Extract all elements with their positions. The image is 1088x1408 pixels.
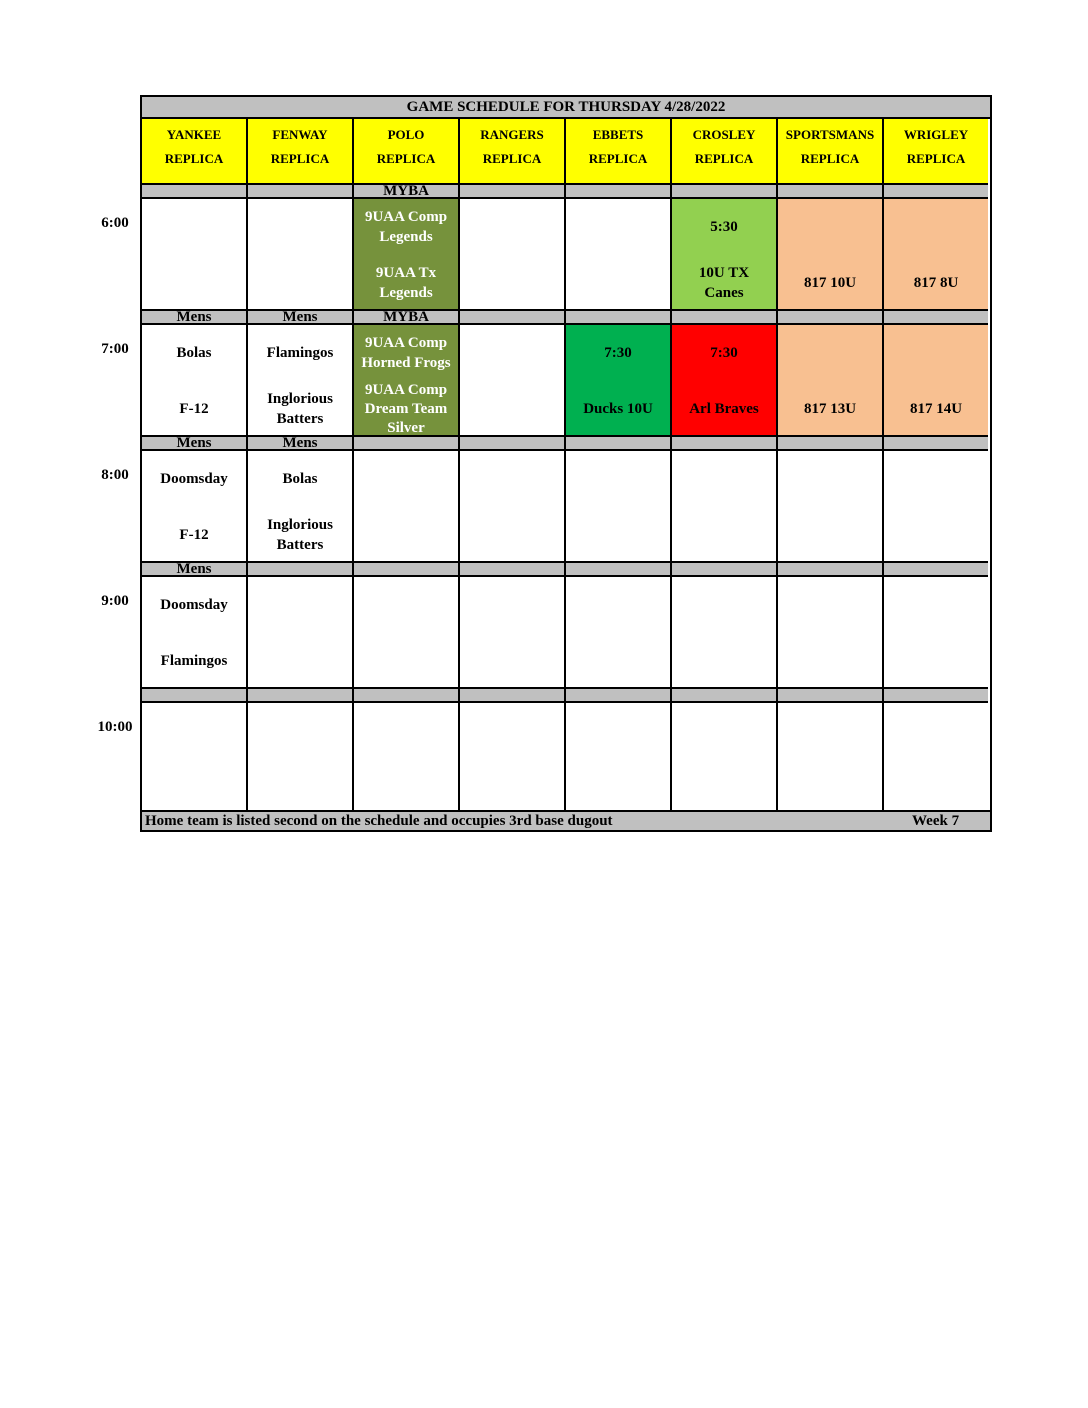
division-label — [778, 561, 884, 577]
home-team: 9UAA Tx Legends — [375, 265, 437, 301]
division-label — [142, 687, 248, 703]
home-team: 10U TX Canes — [698, 265, 750, 301]
game-cell — [142, 577, 248, 687]
field-header-polo — [354, 119, 460, 183]
home-team: 817 8U — [913, 275, 959, 291]
division-label — [248, 561, 354, 577]
home-team: 817 10U — [803, 275, 857, 291]
field-header-yankee — [142, 119, 248, 183]
away-team: 7:30 — [710, 345, 738, 361]
time-label: 10:00 — [97, 719, 133, 735]
division-label — [672, 435, 778, 451]
division-label — [566, 309, 672, 325]
field-name: FENWAY — [272, 127, 328, 142]
division-label — [778, 687, 884, 703]
division-label: Mens — [248, 309, 354, 325]
game-cell — [778, 577, 884, 687]
field-subtitle: REPLICA — [270, 151, 330, 166]
home-team: 817 13U — [803, 401, 857, 417]
away-team: Doomsday — [160, 597, 228, 613]
division-label — [142, 183, 248, 199]
field-subtitle: REPLICA — [482, 151, 542, 166]
game-cell — [354, 577, 460, 687]
division-label — [778, 435, 884, 451]
division-label — [566, 687, 672, 703]
game-cell — [884, 325, 988, 435]
division-label — [460, 435, 566, 451]
division-label — [248, 687, 354, 703]
away-team: Bolas — [282, 471, 318, 487]
game-cell — [566, 325, 672, 435]
division-label — [460, 561, 566, 577]
division-label — [672, 309, 778, 325]
field-subtitle: REPLICA — [164, 151, 224, 166]
schedule-table — [140, 95, 992, 832]
away-team: 5:30 — [710, 219, 738, 235]
game-cell — [354, 451, 460, 561]
game-cell — [884, 451, 988, 561]
game-cell — [142, 325, 248, 435]
time-label: 9:00 — [101, 593, 129, 609]
field-name: YANKEE — [166, 127, 222, 142]
division-label: MYBA — [354, 309, 460, 325]
field-subtitle: REPLICA — [800, 151, 860, 166]
division-label — [460, 183, 566, 199]
field-name: WRIGLEY — [903, 127, 969, 142]
field-header-fenway — [248, 119, 354, 183]
field-header-sportsmans — [778, 119, 884, 183]
game-cell — [460, 577, 566, 687]
division-label: Mens — [142, 309, 248, 325]
game-cell — [778, 451, 884, 561]
game-cell — [672, 199, 778, 309]
home-team: Inglorious Batters — [267, 517, 333, 553]
away-team: Bolas — [176, 345, 212, 361]
game-cell — [460, 451, 566, 561]
game-cell — [354, 703, 460, 813]
game-cell — [460, 325, 566, 435]
game-cell — [778, 703, 884, 813]
away-team: Doomsday — [160, 471, 228, 487]
game-cell — [248, 325, 354, 435]
division-label — [354, 687, 460, 703]
game-cell — [884, 577, 988, 687]
division-label — [778, 309, 884, 325]
division-label — [566, 435, 672, 451]
schedule-title: GAME SCHEDULE FOR THURSDAY 4/28/2022 — [142, 97, 990, 119]
field-header-crosley — [672, 119, 778, 183]
division-label — [354, 435, 460, 451]
home-team: Ducks 10U — [583, 401, 653, 417]
game-cell — [460, 703, 566, 813]
division-label — [460, 687, 566, 703]
game-cell — [460, 199, 566, 309]
home-team-note: Home team is listed second on the schedule and occupies 3rd base dugout — [145, 813, 613, 829]
game-cell — [884, 703, 988, 813]
field-name: CROSLEY — [692, 127, 756, 142]
division-label — [460, 309, 566, 325]
division-label — [248, 183, 354, 199]
game-cell — [778, 325, 884, 435]
division-label — [672, 183, 778, 199]
game-cell — [142, 703, 248, 813]
game-cell — [672, 451, 778, 561]
week-label: Week 7 — [912, 813, 960, 829]
time-label: 8:00 — [101, 467, 129, 483]
division-label — [672, 561, 778, 577]
game-cell — [672, 577, 778, 687]
field-name: EBBETS — [592, 127, 644, 142]
field-subtitle: REPLICA — [906, 151, 966, 166]
field-name: RANGERS — [480, 127, 544, 142]
home-team: F-12 — [179, 527, 209, 543]
time-label: 6:00 — [101, 215, 129, 231]
field-header-ebbets — [566, 119, 672, 183]
away-team: Flamingos — [266, 345, 334, 361]
field-subtitle: REPLICA — [694, 151, 754, 166]
division-label — [884, 561, 988, 577]
away-team: 7:30 — [604, 345, 632, 361]
division-label: Mens — [142, 435, 248, 451]
schedule-footer — [142, 810, 990, 830]
field-subtitle: REPLICA — [588, 151, 648, 166]
game-cell — [672, 703, 778, 813]
division-label — [884, 183, 988, 199]
game-cell — [248, 199, 354, 309]
game-cell — [672, 325, 778, 435]
game-cell — [566, 451, 672, 561]
game-cell — [566, 577, 672, 687]
division-label: Mens — [142, 561, 248, 577]
game-cell — [884, 199, 988, 309]
division-label: MYBA — [354, 183, 460, 199]
division-label — [884, 687, 988, 703]
home-team: 817 14U — [909, 401, 963, 417]
game-cell — [566, 199, 672, 309]
home-team: 9UAA Comp Dream Team Silver — [364, 381, 448, 436]
field-name: POLO — [387, 127, 425, 142]
division-label — [884, 309, 988, 325]
game-cell — [142, 199, 248, 309]
division-label — [778, 183, 884, 199]
game-cell — [248, 451, 354, 561]
away-team: 9UAA Comp Horned Frogs — [361, 335, 451, 371]
game-cell — [778, 199, 884, 309]
home-team: Inglorious Batters — [267, 391, 333, 427]
game-cell — [566, 703, 672, 813]
division-label — [566, 183, 672, 199]
division-label — [354, 561, 460, 577]
division-label — [884, 435, 988, 451]
field-subtitle: REPLICA — [376, 151, 436, 166]
game-cell — [354, 325, 460, 435]
away-team: 9UAA Comp Legends — [364, 209, 448, 245]
game-cell — [248, 577, 354, 687]
time-label: 7:00 — [101, 341, 129, 357]
game-cell — [354, 199, 460, 309]
field-header-wrigley — [884, 119, 988, 183]
game-cell — [248, 703, 354, 813]
field-name: SPORTSMANS — [785, 127, 875, 142]
field-header-rangers — [460, 119, 566, 183]
game-cell — [142, 451, 248, 561]
home-team: F-12 — [179, 401, 209, 417]
home-team: Flamingos — [160, 653, 228, 669]
division-label: Mens — [248, 435, 354, 451]
division-label — [566, 561, 672, 577]
division-label — [672, 687, 778, 703]
home-team: Arl Braves — [689, 401, 759, 417]
